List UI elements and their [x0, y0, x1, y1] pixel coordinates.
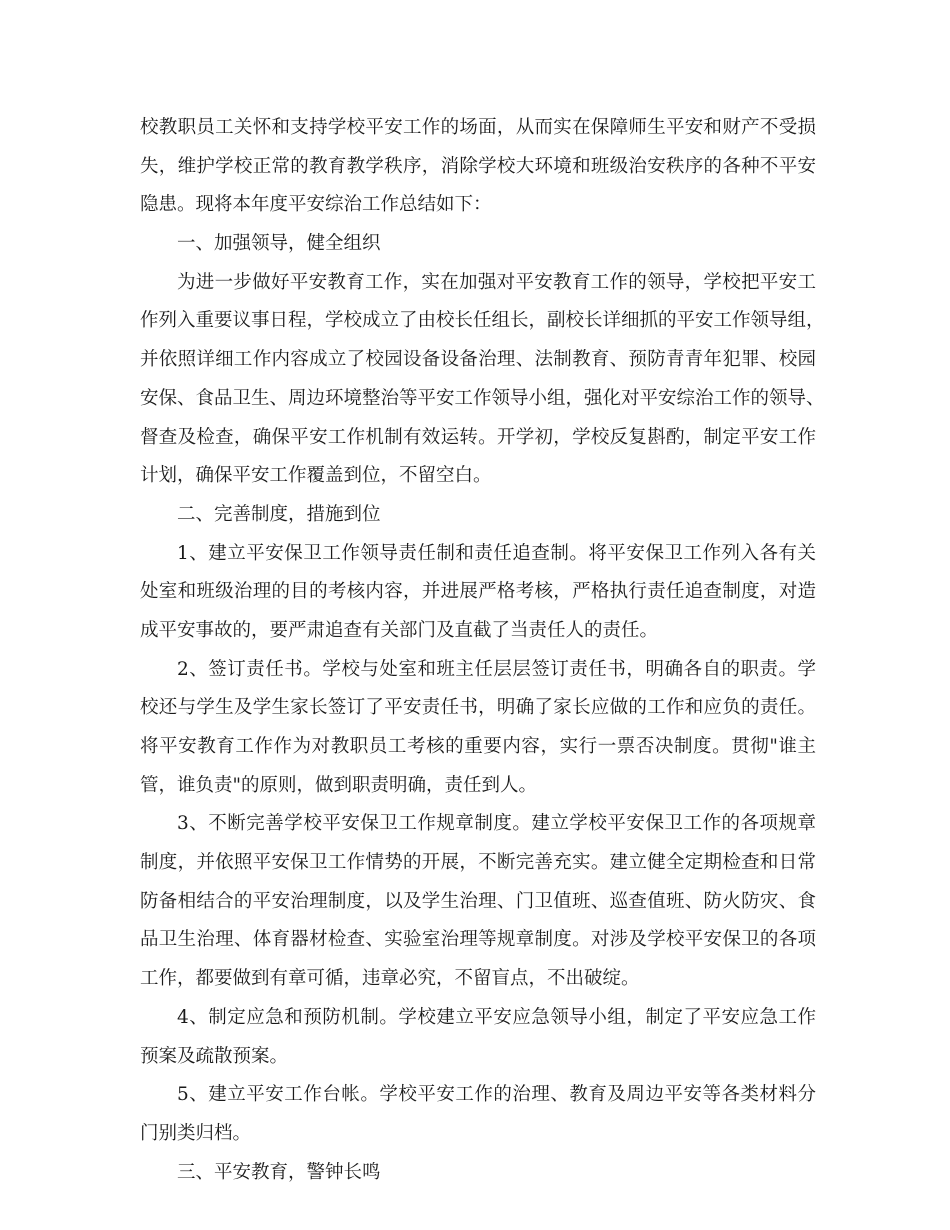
text-line: 处室和班级治理的目的考核内容，并进展严格考核，严格执行责任追查制度，对造: [140, 581, 816, 603]
text-line: 成平安事故的，要严肃追查有关部门及直截了当责任人的责任。: [140, 619, 659, 641]
text-line: 一、加强领导，健全组织: [177, 233, 381, 255]
text-line: 2、签订责任书。学校与处室和班主任层层签订责任书，明确各自的职责。学: [177, 658, 816, 680]
text-line: 5、建立平安工作台帐。学校平安工作的治理、教育及周边平安等各类材料分: [177, 1084, 816, 1106]
text-line: 安保、食品卫生、周边环境整治等平安工作领导小组，强化对平安综治工作的领导、: [140, 387, 825, 409]
text-line: 督查及检查，确保平安工作机制有效运转。开学初，学校反复斟酌，制定平安工作: [140, 426, 816, 448]
text-line: 门别类归档。: [140, 1122, 252, 1144]
text-line: 制度，并依照平安保卫工作情势的开展，不断完善充实。建立健全定期检查和日常: [140, 852, 816, 874]
text-line: 品卫生治理、体育器材检查、实验室治理等规章制度。对涉及学校平安保卫的各项: [140, 929, 816, 951]
text-line: 1、建立平安保卫工作领导责任制和责任追查制。将平安保卫工作列入各有关: [177, 542, 816, 564]
text-line: 预案及疏散预案。: [140, 1045, 289, 1067]
text-line: 4、制定应急和预防机制。学校建立平安应急领导小组，制定了平安应急工作: [177, 1006, 816, 1028]
text-line: 隐患。现将本年度平安综治工作总结如下：: [140, 194, 492, 216]
text-line: 为进一步做好平安教育工作，实在加强对平安教育工作的领导，学校把平安工: [177, 271, 816, 293]
text-line: 将平安教育工作作为对教职员工考核的重要内容，实行一票否决制度。贯彻"谁主: [140, 736, 816, 757]
text-line: 校还与学生及学生家长签订了平安责任书，明确了家长应做的工作和应负的责任。: [140, 697, 816, 719]
text-line: 3、不断完善学校平安保卫工作规章制度。建立学校平安保卫工作的各项规章: [177, 813, 816, 835]
text-line: 二、完善制度，措施到位: [177, 503, 381, 525]
text-line: 三、平安教育，警钟长鸣: [177, 1161, 381, 1183]
text-line: 计划，确保平安工作覆盖到位，不留空白。: [140, 465, 492, 487]
document-body: [140, 109, 825, 1192]
text-line: 并依照详细工作内容成立了校园设备设备治理、法制教育、预防青青年犯罪、校园: [140, 349, 816, 371]
text-line: 工作，都要做到有章可循，违章必究，不留盲点，不出破绽。: [140, 968, 640, 990]
text-line: 管，谁负责"的原则，做到职责明确，责任到人。: [140, 774, 538, 796]
text-line: 失，维护学校正常的教育教学秩序，消除学校大环境和班级治安秩序的各种不平安: [140, 155, 816, 177]
text-line: 防备相结合的平安治理制度，以及学生治理、门卫值班、巡查值班、防火防灾、食: [140, 890, 816, 912]
text-line: 校教职员工关怀和支持学校平安工作的场面，从而实在保障师生平安和财产不受损: [140, 117, 816, 138]
text-line: 作列入重要议事日程，学校成立了由校长任组长，副校长详细抓的平安工作领导组，: [140, 310, 825, 332]
